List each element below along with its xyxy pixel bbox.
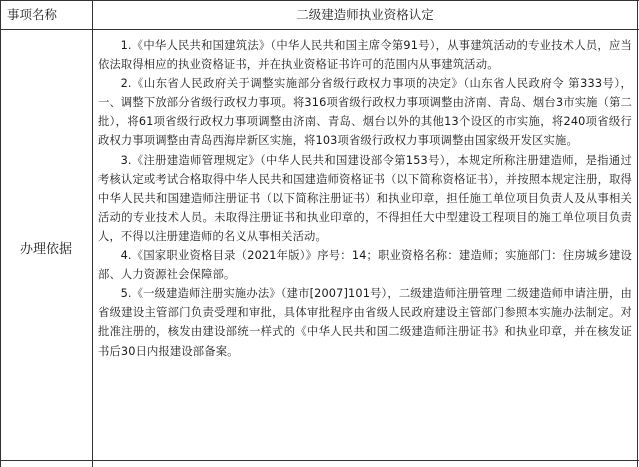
basis-paragraph-4: 4.《国家职业资格目录（2021年版）》序号：14；职业资格名称：建造师；实施部门：住房城乡建设部、人力资源社会保障部。 <box>98 249 632 282</box>
header-divider <box>0 29 639 30</box>
table-border-top <box>0 0 639 1</box>
item-name-label: 事项名称 <box>7 7 58 22</box>
row-divider <box>0 460 639 461</box>
item-name-value: 二级建造师执业资格认定 <box>296 7 434 22</box>
basis-paragraph-3: 3.《注册建造师管理规定》（中华人民共和国建设部令第153号），本规定所称注册建造师，是指通过考核认定或考试合格取得中华人民共和国建造师资格证书（以下简称资格证书），并按照本规定注册，取得中华人民共和国建造师注册证书（以下简称注册证书）和执业印章，担任施工单位项目负责人及从事相关活动的专业技术人员。未取得注册证书和执业印章的，不得担任大中型建设工程项目的施工单位项目负责人，不得以注册建造师的名义从事相关活动。 <box>98 153 632 243</box>
basis-paragraph-2: 2.《山东省人民政府关于调整实施部分省级行政权力事项的决定》（山东省人民政府令 第333号），一、调整下放部分省级行政权力事项。将316项省级行政权力事项调整由济南、青岛、烟台3市实施（第二批），将61项省级行政权力事项调整由济南、青岛、烟台以外的其他13个设区的市实施，将240项省级行政权力事项调整由青岛西海岸新区实施，将103项省级行政权力事项调整由国家级开发区实施。 <box>98 77 632 148</box>
basis-content <box>98 36 632 361</box>
basis-paragraph-5: 5.《一级建造师注册实施办法》（建市[2007]101号），二级建造师注册管理 二级建造师申请注册，由省级建设主管部门负责受理和审批，具体审批程序由省级人民政府建设主管部门参照本实施办法制定。对批准注册的，核发由建设部统一样式的《中华人民共和国二级建造师注册证书》和执业印章，并在核发证书后30日内报建设部备案。 <box>98 287 632 358</box>
basis-label: 办理依据 <box>19 242 72 257</box>
basis-paragraph-1: 1.《中华人民共和国建筑法》（中华人民共和国主席令第91号），从事建筑活动的专业技术人员，应当依法取得相应的执业资格证书，并在执业资格证书许可的范围内从事建筑活动。 <box>98 39 632 72</box>
column-divider <box>92 0 93 467</box>
